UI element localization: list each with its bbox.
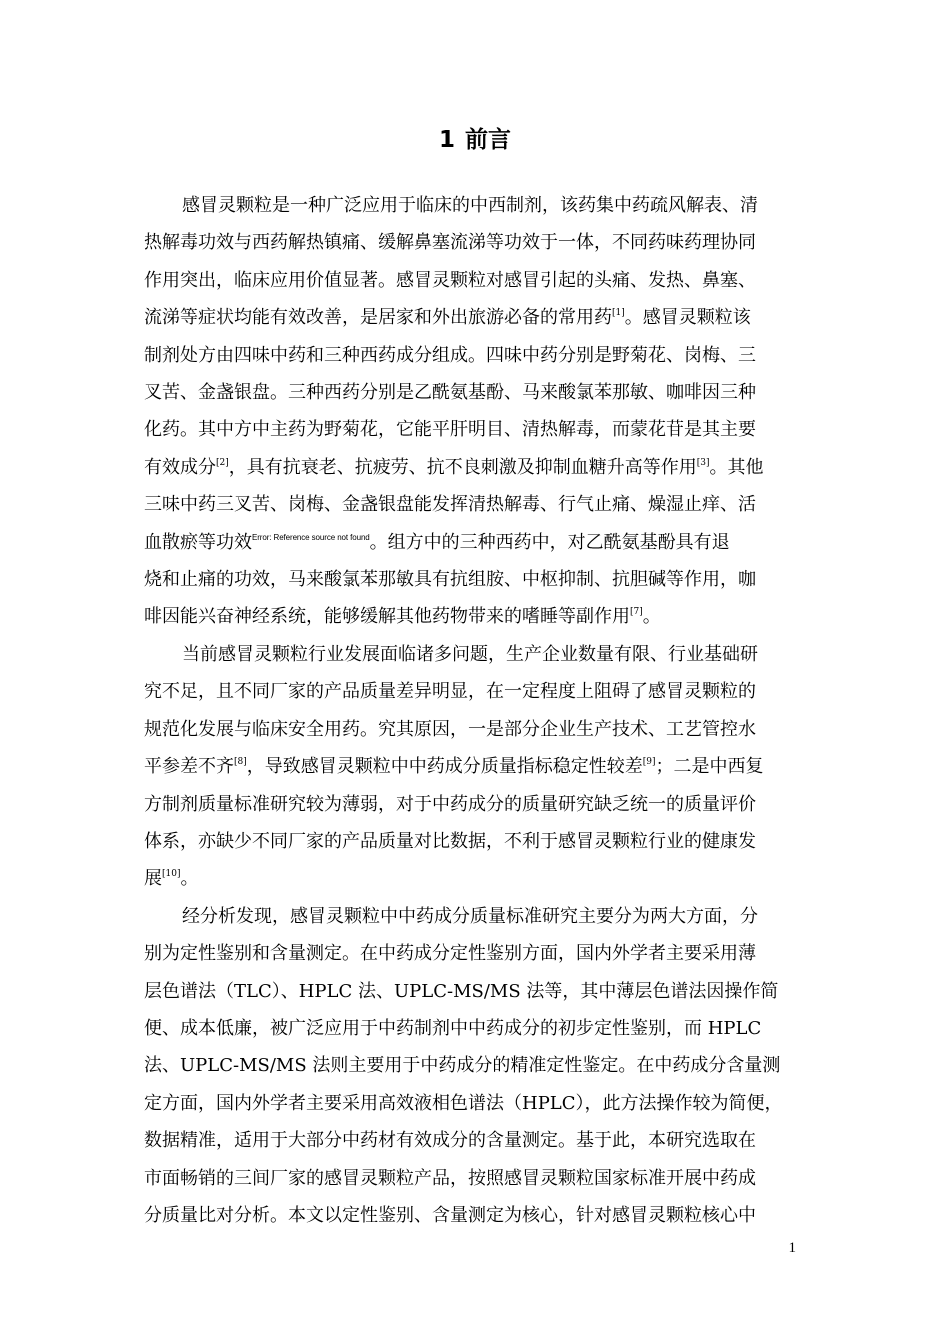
text-line: 体系，亦缺少不同厂家的产品质量对比数据，不利于感冒灵颗粒行业的健康发	[144, 830, 756, 852]
paragraph	[144, 898, 820, 1235]
citation-superscript: [2]	[216, 457, 229, 468]
citation-superscript: [7]	[630, 607, 643, 618]
text-line: 经分析发现，感冒灵颗粒中中药成分质量标准研究主要分为两大方面，分	[182, 905, 758, 927]
text-line: 定方面，国内外学者主要采用高效液相色谱法（HPLC），此方法操作较为简便，	[144, 1092, 783, 1114]
paragraph	[144, 636, 820, 898]
text-line: 别为定性鉴别和含量测定。在中药成分定性鉴别方面，国内外学者主要采用薄	[144, 943, 756, 965]
text-line: 制剂处方由四味中药和三种西药成分组成。四味中药分别是野菊花、岗梅、三	[144, 344, 756, 366]
text-line: 有效成分[2]，具有抗衰老、抗疲劳、抗不良刺激及抑制血糖升高等作用[3]。其他	[144, 456, 764, 478]
section-title: 前言	[465, 127, 511, 153]
text-line: 方制剂质量标准研究较为薄弱，对于中药成分的质量研究缺乏统一的质量评价	[144, 793, 756, 815]
text-line: 化药。其中方中主药为野菊花，它能平肝明目、清热解毒，而蒙花苷是其主要	[144, 419, 756, 441]
text-line: 流涕等症状均能有效改善，是居家和外出旅游必备的常用药[1]。感冒灵颗粒该	[144, 307, 751, 329]
text-line: 规范化发展与临床安全用药。究其原因，一是部分企业生产技术、工艺管控水	[144, 718, 756, 740]
text-line: 展[10]。	[144, 868, 199, 890]
citation-superscript: [9]	[642, 757, 656, 768]
text-line: 叉苦、金盏银盘。三种西药分别是乙酰氨基酚、马来酸氯苯那敏、咖啡因三种	[144, 382, 756, 404]
page-number: 1	[788, 1240, 796, 1256]
text-line: 作用突出，临床应用价值显著。感冒灵颗粒对感冒引起的头痛、发热、鼻塞、	[144, 269, 756, 291]
section-number: 1	[438, 127, 455, 153]
text-line: 分质量比对分析。本文以定性鉴别、含量测定为核心，针对感冒灵颗粒核心中	[144, 1204, 756, 1226]
citation-superscript: [8]	[234, 757, 247, 768]
citation-superscript: [1]	[612, 308, 625, 319]
text-line: 市面畅销的三间厂家的感冒灵颗粒产品，按照感冒灵颗粒国家标准开展中药成	[144, 1167, 756, 1189]
text-line: 数据精准，适用于大部分中药材有效成分的含量测定。基于此，本研究选取在	[144, 1130, 756, 1152]
text-line: 烧和止痛的功效，马来酸氯苯那敏具有抗组胺、中枢抑制、抗胆碱等作用，咖	[144, 569, 756, 591]
text-line: 层色谱法（TLC）、HPLC 法、UPLC-MS/MS 法等，其中薄层色谱法因操作简	[144, 980, 779, 1002]
citation-superscript: [10]	[162, 869, 181, 880]
section-heading	[0, 124, 950, 156]
citation-superscript: [3]	[696, 457, 710, 468]
text-line: 当前感冒灵颗粒行业发展面临诸多问题，生产企业数量有限、行业基础研	[182, 643, 758, 665]
text-line: 法、UPLC-MS/MS 法则主要用于中药成分的精准定性鉴定。在中药成分含量测	[144, 1055, 781, 1077]
paragraph	[144, 187, 820, 636]
text-line: 啡因能兴奋神经系统，能够缓解其他药物带来的嗜睡等副作用[7]。	[144, 606, 661, 628]
text-line: 便、成本低廉，被广泛应用于中药制剂中中药成分的初步定性鉴别，而 HPLC	[144, 1017, 762, 1039]
body-text	[144, 187, 820, 1234]
text-line: 血散瘀等功效$^{Error: Reference source not found}$。组方中的三种西药中，对乙酰氨基酚具有退	[144, 531, 730, 553]
text-line: 究不足，且不同厂家的产品质量差异明显，在一定程度上阻碍了感冒灵颗粒的	[144, 681, 756, 703]
text-line: 三味中药三叉苦、岗梅、金盏银盘能发挥清热解毒、行气止痛、燥湿止痒、活	[144, 494, 756, 516]
broken-reference-note: Error: Reference source not found	[252, 532, 370, 542]
text-line: 感冒灵颗粒是一种广泛应用于临床的中西制剂，该药集中药疏风解表、清	[182, 195, 758, 216]
text-line: 热解毒功效与西药解热镇痛、缓解鼻塞流涕等功效于一体，不同药味药理协同	[144, 232, 756, 254]
text-line: 平参差不齐[8]，导致感冒灵颗粒中中药成分质量指标稳定性较差[9]；二是中西复	[144, 756, 764, 778]
